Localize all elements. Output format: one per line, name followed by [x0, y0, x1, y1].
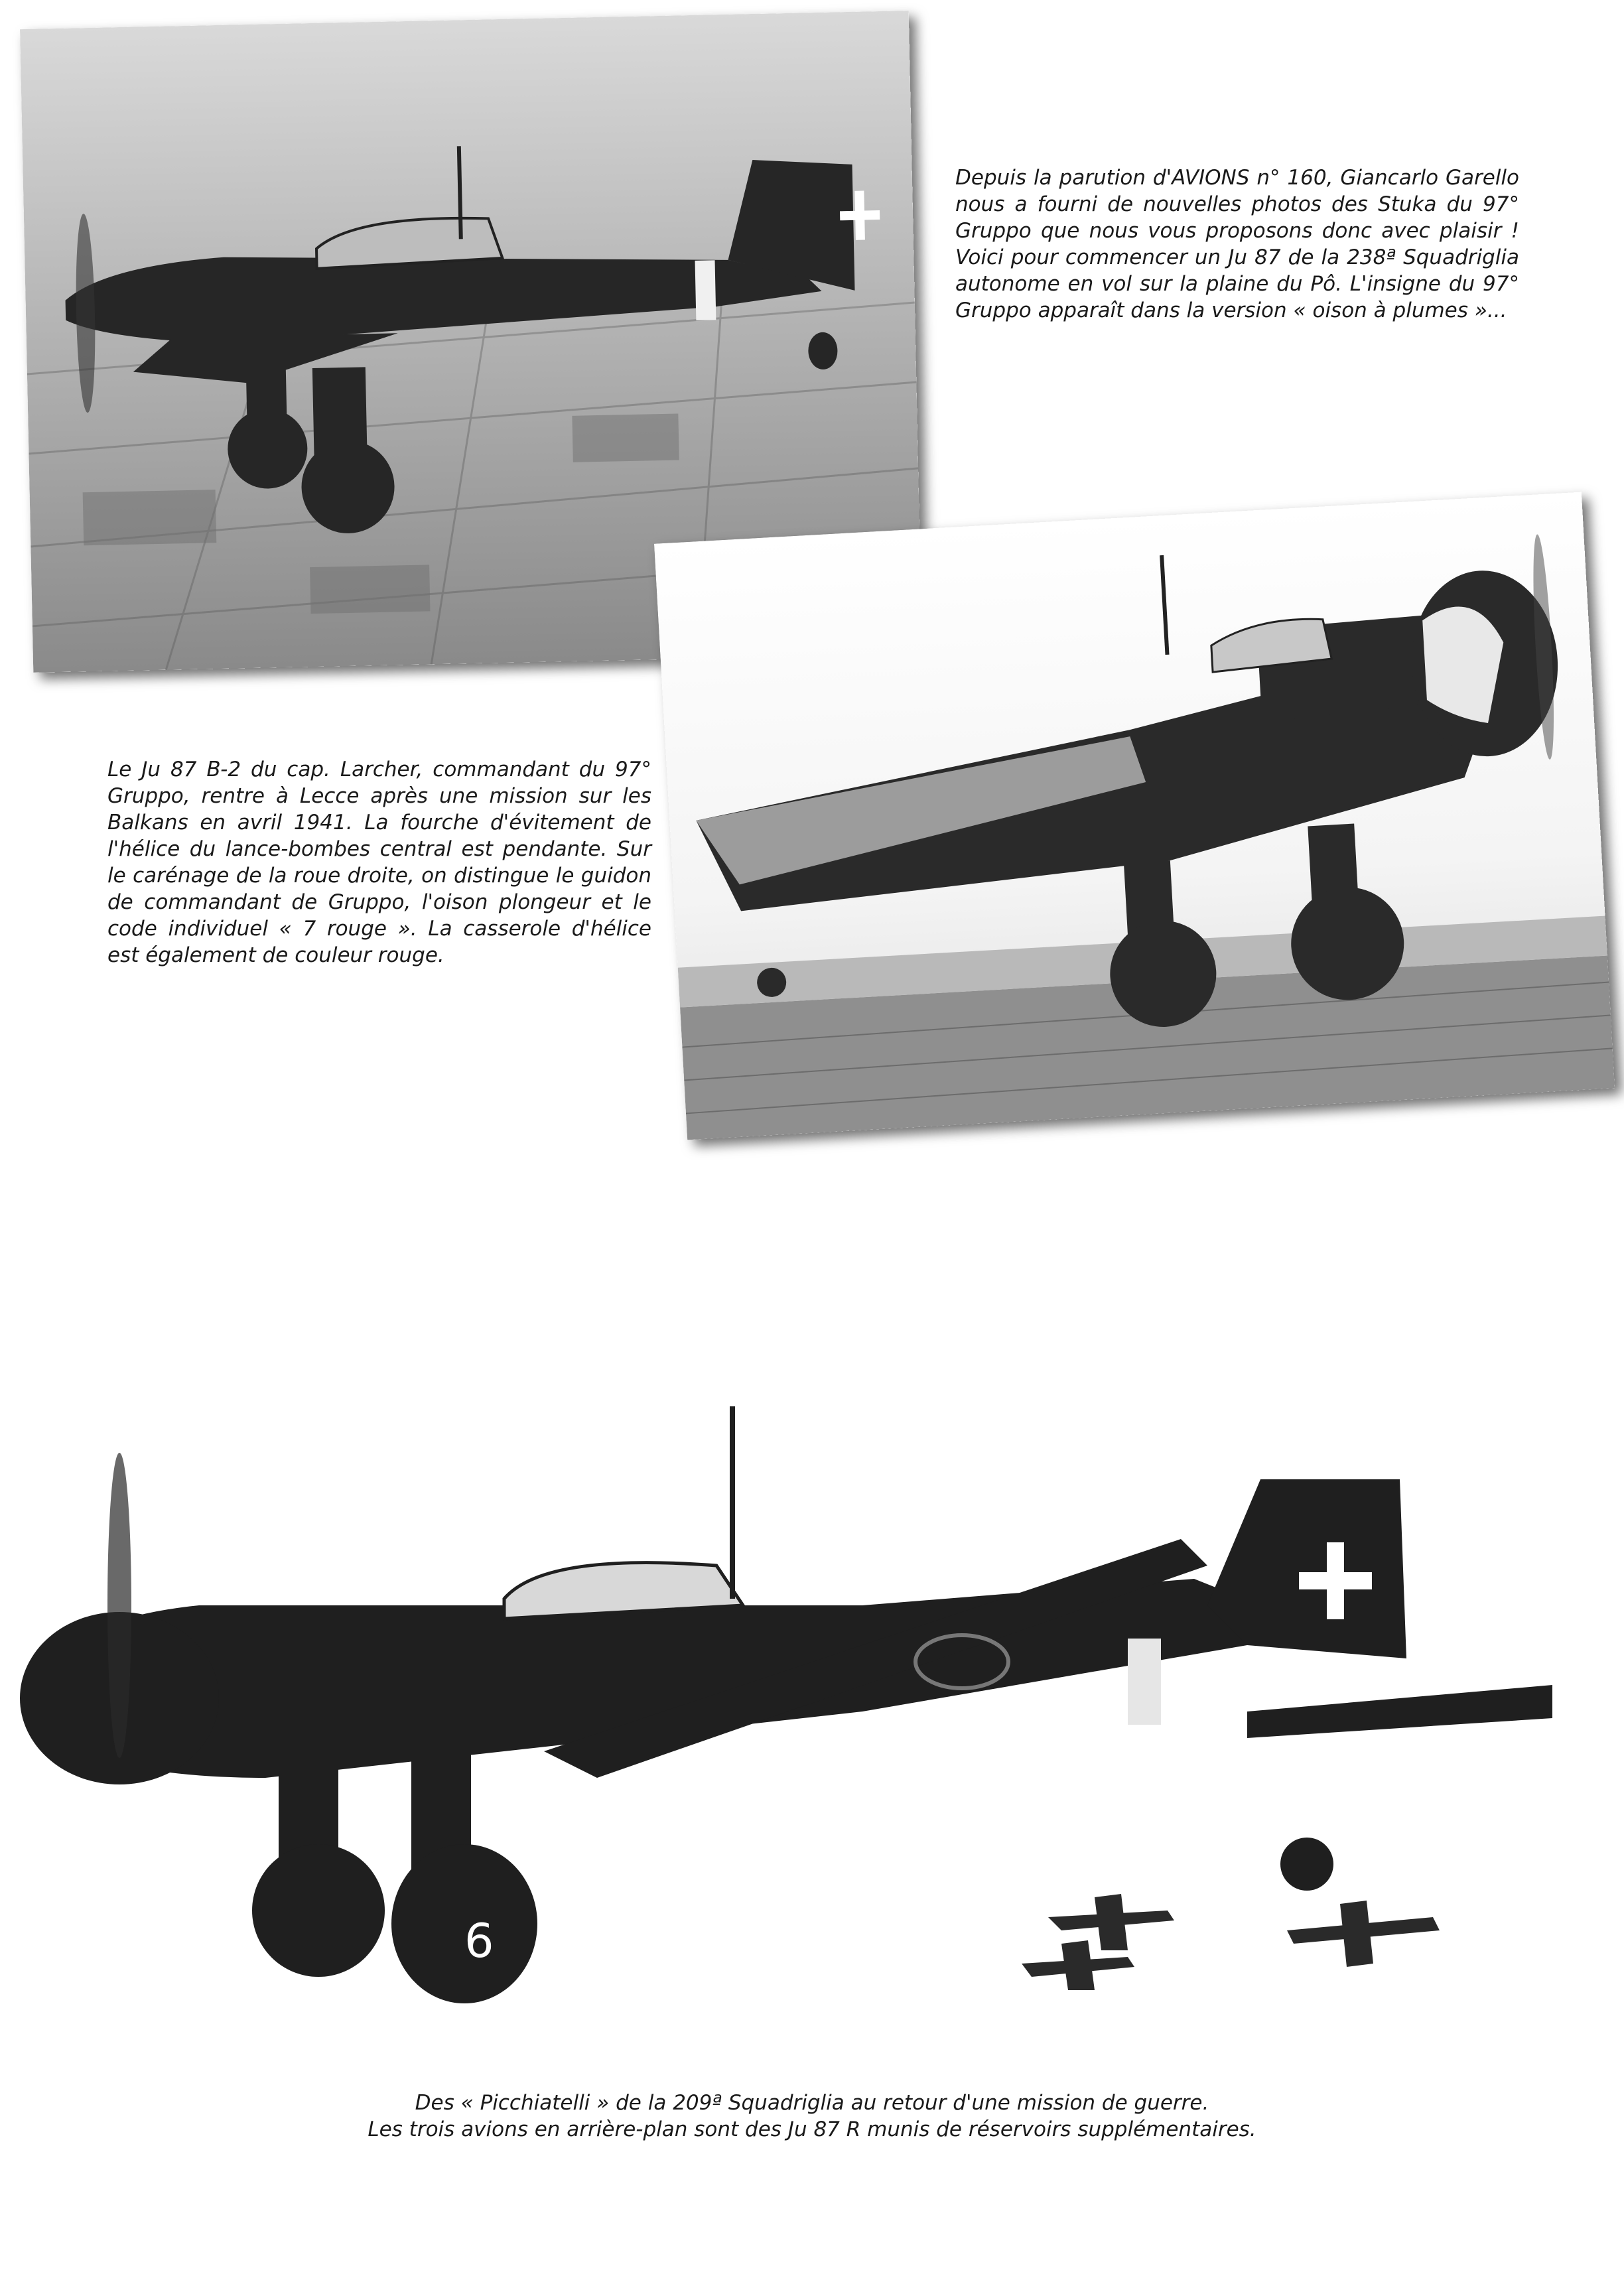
- aircraft-photo-icon: [0, 1406, 1624, 2076]
- wheel-code-text: 6: [464, 1914, 494, 1968]
- aircraft-photo-icon: [654, 492, 1615, 1140]
- photo-ju87-b2-on-ground: [654, 492, 1615, 1140]
- caption-bottom-line2: Les trois avions en arrière-plan sont des Ju 87 R munis de réservoirs supplémentaires.: [368, 2117, 1256, 2141]
- caption-bottom-line1: Des « Picchiatelli » de la 209ª Squadriglia au retour d'une mission de guerre.: [415, 2091, 1209, 2115]
- caption-top-right: Depuis la parution d'AVIONS n° 160, Giancarlo Garello nous a fourni de nouvelles photos des Stuka du 97° Gruppo que nous vous proposons donc avec plaisir ! Voici pour commencer un Ju 87 de la 238ª Squadriglia autonome en vol sur la plaine du Pô. L'insigne du 97° Gruppo apparaît dans la version « oison à plumes »...: [955, 166, 1519, 322]
- caption-middle-left: Le Ju 87 B-2 du cap. Larcher, commandant du 97° Gruppo, rentre à Lecce après une mission sur les Balkans en avril 1941. La fourche d'évitement de l'hélice du lance-bombes central est pendante. Sur le carénage de la roue droite, on distingue le guidon de commandant de Gruppo, l'oison plongeur et le code individuel « 7 rouge ». La casserole d'hélice est également de couleur rouge.: [107, 758, 651, 967]
- caption-bottom: [0, 2090, 1624, 2143]
- photo-picchiatelli-formation: [0, 1406, 1624, 2076]
